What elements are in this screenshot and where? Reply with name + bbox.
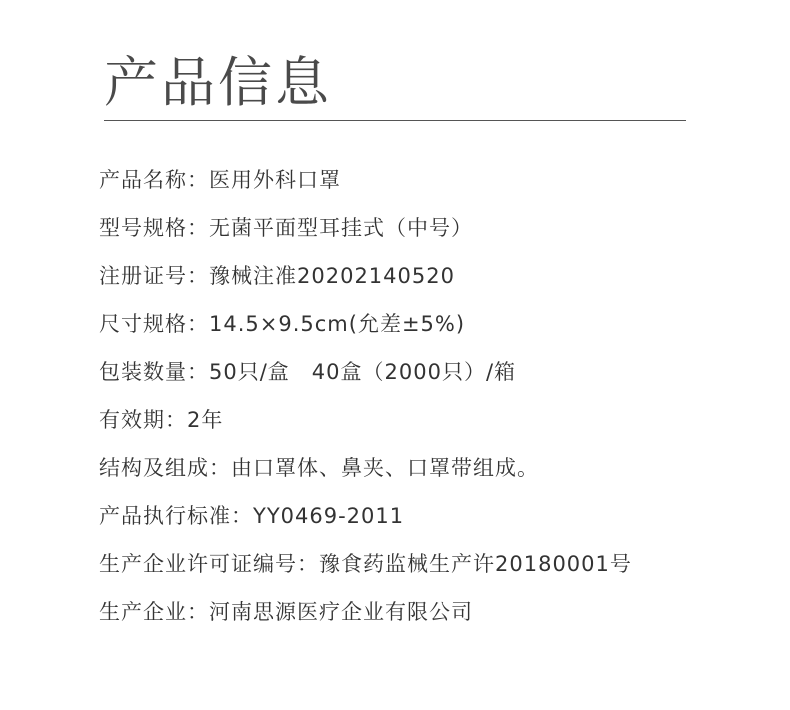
info-value: 由口罩体、鼻夹、口罩带组成。	[231, 456, 539, 480]
info-value: 2年	[187, 408, 224, 432]
info-row-package-quantity	[99, 352, 779, 400]
info-value: 无菌平面型耳挂式（中号）	[209, 216, 473, 240]
info-value: 50只/盒 40盒（2000只）/箱	[209, 360, 517, 384]
info-label: 产品名称：	[99, 168, 209, 192]
info-value: 河南思源医疗企业有限公司	[209, 600, 473, 624]
info-label: 注册证号：	[99, 264, 209, 288]
info-value: 豫食药监械生产许20180001号	[319, 552, 632, 576]
info-label: 包装数量：	[99, 360, 209, 384]
info-row-manufacturer	[99, 592, 779, 640]
info-label: 尺寸规格：	[99, 312, 209, 336]
info-label: 型号规格：	[99, 216, 209, 240]
info-row-registration-number	[99, 256, 779, 304]
info-row-shelf-life	[99, 400, 779, 448]
info-row-structure	[99, 448, 779, 496]
info-label: 有效期：	[99, 408, 187, 432]
page-title: 产品信息	[104, 51, 332, 114]
info-value: 医用外科口罩	[209, 168, 341, 192]
info-value: YY0469-2011	[253, 504, 405, 528]
info-value: 14.5×9.5cm(允差±5%)	[209, 312, 466, 336]
info-row-size-spec	[99, 304, 779, 352]
info-label: 产品执行标准：	[99, 504, 253, 528]
info-row-product-name	[99, 160, 779, 208]
info-label: 生产企业许可证编号：	[99, 552, 319, 576]
info-label: 结构及组成：	[99, 456, 231, 480]
info-row-standard	[99, 496, 779, 544]
info-row-license-number	[99, 544, 779, 592]
product-info-list	[99, 160, 779, 640]
info-value: 豫械注准20202140520	[209, 264, 455, 288]
info-row-model-spec	[99, 208, 779, 256]
title-divider	[104, 120, 686, 121]
info-label: 生产企业：	[99, 600, 209, 624]
